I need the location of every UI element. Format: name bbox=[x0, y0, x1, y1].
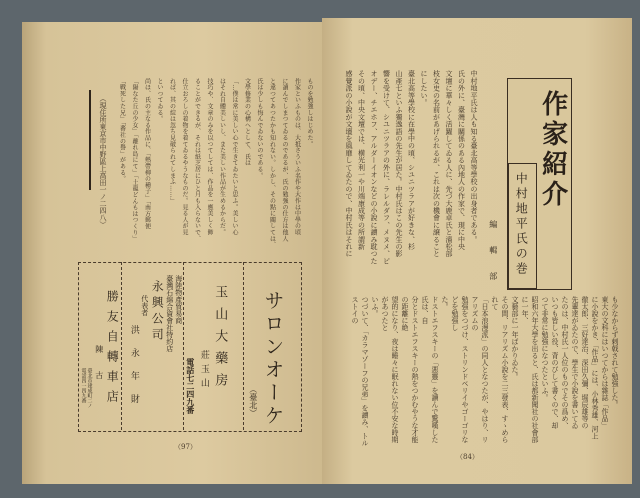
article-subtitle: 中村地平氏の巻 bbox=[514, 172, 529, 277]
text-column: 氏の外に、臺灣に關係のある內地人の作家で、現に中央 bbox=[457, 70, 466, 250]
text-column: 枝女史の名前があげられるが、これは次の機會に譲ること bbox=[432, 70, 441, 258]
text-column: 響を受けて、シユニツラアの外に、ラレルダフ、メヌメ、ピ bbox=[382, 70, 391, 265]
article-title: 作家紹介 bbox=[537, 90, 568, 210]
text-column: たのは、中村氏一人位のものでその爲め、 bbox=[561, 296, 569, 429]
text-column: 徹太郎、三好達治、深田久彌、堀辰雄等の bbox=[581, 296, 589, 429]
ornament-rule bbox=[89, 90, 91, 190]
text-column: 仕立おろしの着物を着てゐるやうなものだ。見る人が見 bbox=[181, 78, 188, 236]
salon-name: サロンオーケ bbox=[261, 290, 285, 428]
text-column: 中村地平氏は人も知る臺北高等學校の出身者である。 bbox=[470, 70, 478, 243]
text-column: 尚ほ、氏の主なる作品に、「熱帶柳の種子」「南方郵便 bbox=[143, 78, 151, 230]
trading-name: 永興公司 bbox=[150, 280, 165, 344]
trading-rep: 洪永年財 bbox=[128, 325, 139, 417]
text-column: いつも皆しい役、背のびして書くので、却 bbox=[551, 296, 559, 429]
ad-divider bbox=[243, 262, 244, 430]
pharmacy-phone: 電話七二四九番 bbox=[185, 358, 196, 414]
page-number-right: （84） bbox=[456, 453, 479, 461]
text-column: 作家といふものは、大抵さういふ名作や大作は中學の頃 bbox=[293, 78, 301, 236]
text-column: 「…僕は常に美しい心で生きてゐたいと思ふ。美しい心 bbox=[231, 78, 238, 236]
text-column: ることができるが、それは紙芝居にひと月も入らないで、 bbox=[193, 78, 201, 242]
bicycle-owner: 陳古 bbox=[94, 345, 104, 397]
text-column: 先輩達がゐたので、學生で小說を書いてゐ bbox=[571, 296, 579, 429]
text-column: 山產七といふ獨逸語の先生が居た。中村氏はこの先生の影 bbox=[395, 70, 403, 258]
text-column: オデー、チエホフ、アルダーイオンなどの小說に讀み耽つた bbox=[370, 70, 378, 265]
trading-business: 海陸物產貿易商 bbox=[174, 275, 183, 324]
bicycle-phone: 電話四一四九番 bbox=[80, 368, 87, 403]
byline: 編輯部 bbox=[488, 220, 498, 298]
text-column: 望的になり、夜は睡々に眠れない位不安な時期があつたと bbox=[381, 296, 399, 443]
text-column: いふ。 bbox=[371, 296, 379, 317]
text-column: と違つてあつたかも知れない。しかし、その點に關しては、 bbox=[268, 78, 276, 249]
text-column: にしたい。 bbox=[420, 70, 428, 106]
ad-divider bbox=[183, 262, 184, 430]
text-column: 「戰死した兄」「蕃社の譽」がある。 bbox=[118, 78, 126, 183]
text-column: 氏は少しも悔んでゐないのである。 bbox=[256, 78, 263, 179]
text-column: 「日本浪漫派」の同人となつたが、やはり、リアリズムの bbox=[471, 296, 489, 443]
text-column: ものを勉強しはじめた。 bbox=[306, 78, 313, 148]
right-bottom-text bbox=[336, 296, 620, 448]
text-column: 技巧や、文章のみを以つてしては、作品を一應美しく飾 bbox=[206, 78, 213, 236]
text-column: 文壇に華々しく活躍してゐる人に、先づ大鹿卓氏と濱松部 bbox=[445, 70, 453, 258]
text-column: はそれ自體美しいし、また美しい作品が生めるからだ。 bbox=[218, 78, 226, 236]
author-address: （現住所東京市中野區上高田一ノ二四八） bbox=[99, 95, 107, 228]
text-column: つて非常に勉強になつたといふ。 bbox=[541, 296, 549, 401]
text-column: その頃、中央文壇では、横光利一や川端康成等の所謂新 bbox=[357, 70, 366, 250]
text-column: 昭和六年大學を出ると、氏は都新聞社の社會部に一年、 bbox=[521, 296, 539, 443]
pharmacy-owner: 莊玉山 bbox=[198, 350, 209, 392]
left-body-text bbox=[113, 78, 315, 256]
text-column: ドストエフスキーの「悪靈」を讀んで驚嘆した氏は、自 bbox=[421, 296, 439, 443]
text-column: 感覺派の小說が文壇を風靡してゐたので、中村氏はそれに bbox=[345, 70, 353, 258]
text-column: も少なからず刺戟されて勉強した。 bbox=[611, 296, 619, 408]
text-column: 勉强をつづけ、ストリンドベリイやゴーゴリなどを勉强し bbox=[451, 296, 469, 443]
text-column: 文藝部に一年ばかりゐた。 bbox=[511, 296, 519, 380]
right-top-text bbox=[340, 70, 480, 270]
pharmacy-name: 玉山大藥房 bbox=[212, 285, 228, 395]
text-column: 臺北高等學校に在學中の頃、シユニツラアが好きな、杉 bbox=[407, 70, 416, 250]
text-column: といつてゐる。 bbox=[156, 78, 163, 123]
text-column: た。 bbox=[441, 296, 449, 310]
text-column: 分とドストエフスキーの熱をつかむやうな才能の距離に絶 bbox=[401, 296, 419, 443]
text-column: その間、リアリズム小說を二三發表、すゝめられて bbox=[491, 296, 509, 443]
text-column: つづいて、「カラマゾーフの兄弟」を讀み、トルストイの bbox=[351, 296, 369, 447]
bicycle-address: 臺北市建成町二ノ bbox=[86, 368, 93, 408]
text-column: 「陽なた丘の少女」「離れ島にて」「土龍どんもはつくり」 bbox=[131, 78, 138, 243]
page-number-left: （97） bbox=[174, 443, 197, 451]
text-column: に小說をかき、「作品」には、小林秀雄、河上 bbox=[591, 296, 599, 440]
trading-rep-label: 代表者 bbox=[140, 295, 149, 316]
trading-agent: 臺灣石綿合資會社特約店 bbox=[165, 275, 174, 352]
text-column: 文學修業の心構へとして、氏は bbox=[243, 78, 251, 167]
text-column: 東大の文科にはいつてからは雜誌「作品」 bbox=[601, 296, 609, 429]
ad-divider bbox=[121, 262, 122, 430]
bicycle-name: 勝友自轉車店 bbox=[105, 290, 120, 410]
text-column: れば、其の綻は忽ち見破られてしまふ……」 bbox=[168, 78, 176, 204]
text-column: に讀んでしまつてゐるのであるが、氏の勉強の仕方は他人 bbox=[281, 78, 288, 242]
salon-location: （臺北） bbox=[248, 385, 258, 417]
